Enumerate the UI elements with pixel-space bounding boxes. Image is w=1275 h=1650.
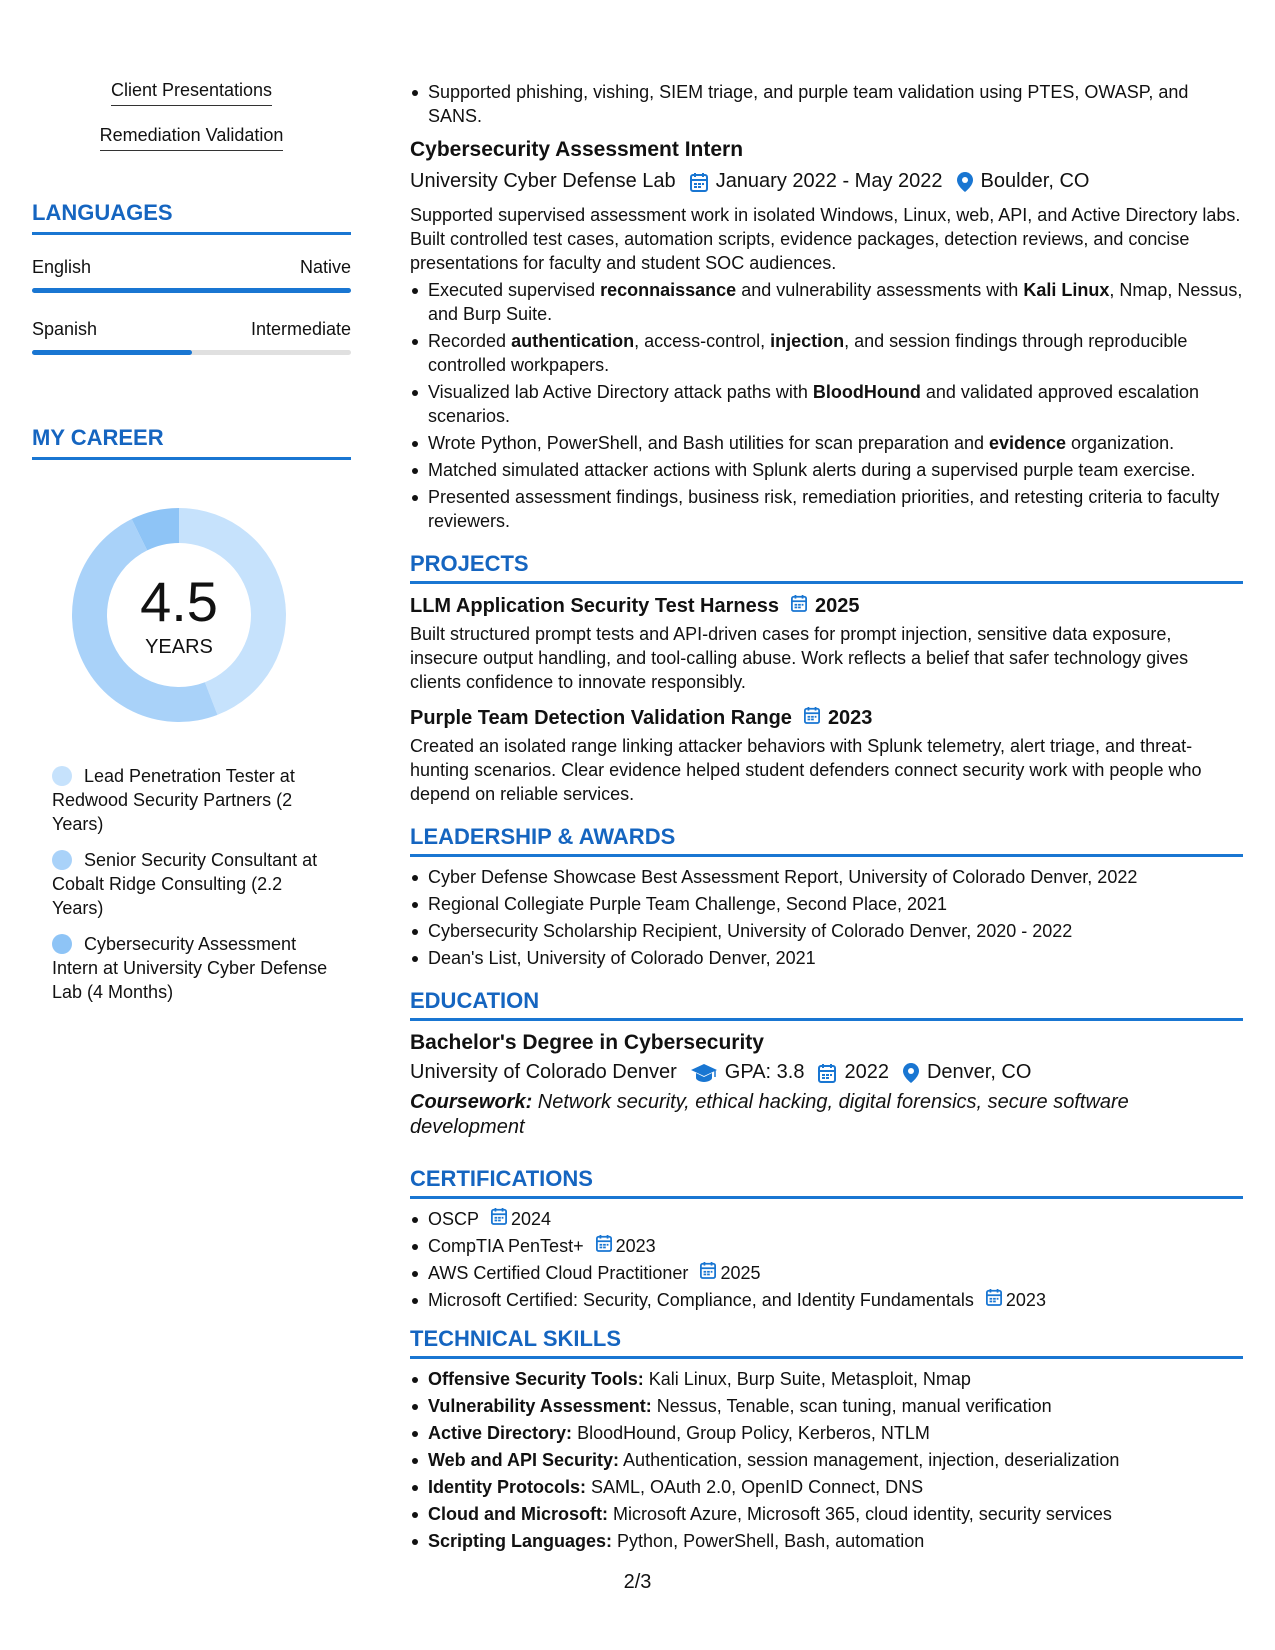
certification-item <box>410 1261 1243 1285</box>
cert-name: CompTIA PenTest+ <box>428 1236 584 1256</box>
calendar-icon <box>491 1207 507 1231</box>
coursework-label: Coursework: <box>410 1091 533 1113</box>
career-legend-item <box>52 932 332 1004</box>
calendar-icon <box>818 1063 836 1083</box>
language-item <box>32 257 351 293</box>
leadership-heading: LEADERSHIP & AWARDS <box>410 824 1243 857</box>
list-item: Supported phishing, vishing, SIEM triage, and purple team validation using PTES, OWASP, and SANS. <box>410 80 1243 128</box>
project-item <box>410 594 1243 694</box>
career-legend-item <box>52 848 332 920</box>
bullet-text: organization. <box>1066 433 1175 453</box>
career-legend-item <box>52 764 332 836</box>
tag-client-presentations: Client Presentations <box>111 80 272 106</box>
bullet-text: injection <box>770 331 845 351</box>
tag-list <box>32 80 351 170</box>
career-donut-chart <box>66 502 292 728</box>
skills-heading: TECHNICAL SKILLS <box>410 1326 1243 1359</box>
skill-item <box>410 1367 1243 1391</box>
calendar-icon <box>804 706 820 730</box>
job-meta <box>410 170 1243 193</box>
project-desc: Built structured prompt tests and API-driven cases for prompt injection, sensitive data exposure, insecure output handling, and tool-calling abuse. Work reflects a belief that safer technology gives clients confidence to innovate responsibly. <box>410 624 1189 692</box>
bullet-text: and vulnerability assessments with <box>736 280 1024 300</box>
language-row <box>32 257 351 278</box>
school-name: University of Colorado Denver <box>410 1061 677 1083</box>
bullet-text: BloodHound <box>812 382 921 402</box>
job-summary: Supported supervised assessment work in isolated Windows, Linux, web, API, and Active Directory labs. Built controlled test cases, automation scripts, evidence packages, detection reviews, and concise presentations for faculty and student SOC audiences. <box>410 205 1241 273</box>
legend-dot <box>52 766 72 786</box>
school-location: Denver, CO <box>926 1061 1032 1083</box>
location-pin-icon <box>957 172 973 192</box>
cert-year: 2023 <box>1005 1290 1046 1310</box>
job-title: Cybersecurity Assessment Intern <box>410 138 744 161</box>
list-item <box>410 278 1243 326</box>
list-item <box>410 485 1243 533</box>
education-entry <box>410 1031 1243 1140</box>
career-legend-label: Cybersecurity Assessment Intern at University Cyber Defense Lab (4 Months) <box>52 934 328 1002</box>
career-heading: MY CAREER <box>32 425 351 460</box>
languages-heading: LANGUAGES <box>32 200 351 235</box>
education-meta <box>410 1061 1243 1084</box>
bullet-text: authentication <box>511 331 635 351</box>
bullet-text: reconnaissance <box>600 280 737 300</box>
cert-name: Microsoft Certified: Security, Compliance, and Identity Fundamentals <box>428 1290 974 1310</box>
bullet-text: Visualized lab Active Directory attack paths with <box>428 382 813 402</box>
project-title-row <box>410 594 1243 618</box>
degree-title: Bachelor's Degree in Cybersecurity <box>410 1031 764 1054</box>
cert-name: AWS Certified Cloud Practitioner <box>428 1263 689 1283</box>
job-location: Boulder, CO <box>980 170 1090 192</box>
cert-year: 2023 <box>615 1236 656 1256</box>
list-item: Cybersecurity Scholarship Recipient, University of Colorado Denver, 2020 - 2022 <box>410 919 1243 943</box>
graduation-cap-icon <box>691 1064 717 1082</box>
skill-value: Python, PowerShell, Bash, automation <box>612 1531 925 1551</box>
skill-label: Web and API Security: <box>428 1450 620 1470</box>
donut-center <box>66 502 292 728</box>
education-heading: EDUCATION <box>410 988 1243 1021</box>
bullet-text: and validated approved escalation scenarios. <box>428 382 1200 426</box>
career-section <box>32 425 351 1004</box>
skill-item <box>410 1394 1243 1418</box>
skill-value: BloodHound, Group Policy, Kerberos, NTLM <box>572 1423 930 1443</box>
career-legend-label: Lead Penetration Tester at Redwood Security Partners (2 Years) <box>52 766 295 834</box>
language-row <box>32 319 351 340</box>
bullet-text: Matched simulated attacker actions with Splunk alerts during a supervised purple team exercise. <box>428 460 1196 480</box>
skill-item <box>410 1421 1243 1445</box>
bullet-text: , and session findings through reproducible controlled workpapers. <box>428 331 1188 375</box>
skill-label: Identity Protocols: <box>428 1477 587 1497</box>
career-total-label: YEARS <box>145 636 213 658</box>
skill-item <box>410 1475 1243 1499</box>
languages-section <box>32 200 351 355</box>
certification-list <box>410 1207 1243 1312</box>
language-bar-fill <box>32 350 192 355</box>
language-name: Spanish <box>32 319 98 339</box>
skill-label: Offensive Security Tools: <box>428 1369 644 1389</box>
projects-heading: PROJECTS <box>410 551 1243 584</box>
skill-value: Kali Linux, Burp Suite, Metasploit, Nmap <box>643 1369 971 1389</box>
bullet-text: , access-control, <box>634 331 771 351</box>
project-title: Purple Team Detection Validation Range <box>410 706 792 729</box>
list-item: Regional Collegiate Purple Team Challenge, Second Place, 2021 <box>410 892 1243 916</box>
skill-item <box>410 1448 1243 1472</box>
location-pin-icon <box>903 1063 919 1083</box>
skill-item <box>410 1529 1243 1553</box>
certification-item <box>410 1234 1243 1258</box>
list-item <box>410 458 1243 482</box>
certification-item <box>410 1288 1243 1312</box>
list-item <box>410 329 1243 377</box>
project-item <box>410 706 1243 806</box>
bullet-text: evidence <box>988 433 1067 453</box>
page-number: 2/3 <box>623 1571 652 1593</box>
legend-dot <box>52 934 72 954</box>
career-legend-label: Senior Security Consultant at Cobalt Ridge Consulting (2.2 Years) <box>52 850 318 918</box>
language-item <box>32 319 351 355</box>
career-legend <box>52 764 332 1004</box>
list-item <box>410 431 1243 455</box>
bullet-text: Executed supervised <box>428 280 601 300</box>
bullet-text: Presented assessment findings, business risk, remediation priorities, and retesting criteria to faculty reviewers. <box>428 487 1220 531</box>
language-level: Native <box>299 257 351 277</box>
list-item: Dean's List, University of Colorado Denver, 2021 <box>410 946 1243 970</box>
leadership-list <box>410 865 1243 970</box>
right-column <box>410 80 1243 1556</box>
certification-item <box>410 1207 1243 1231</box>
language-level: Intermediate <box>250 319 351 339</box>
skill-value: SAML, OAuth 2.0, OpenID Connect, DNS <box>586 1477 924 1497</box>
calendar-icon <box>986 1288 1002 1312</box>
gpa: GPA: 3.8 <box>724 1061 805 1083</box>
language-list <box>32 257 351 355</box>
tag-remediation-validation: Remediation Validation <box>100 125 284 151</box>
project-title: LLM Application Security Test Harness <box>410 594 779 617</box>
graduation-year: 2022 <box>844 1061 889 1083</box>
skill-label: Active Directory: <box>428 1423 573 1443</box>
certifications-heading: CERTIFICATIONS <box>410 1166 1243 1199</box>
project-year: 2025 <box>814 594 860 617</box>
calendar-icon <box>690 172 708 192</box>
skill-label: Vulnerability Assessment: <box>428 1396 652 1416</box>
language-name: English <box>32 257 92 277</box>
skill-value: Nessus, Tenable, scan tuning, manual verification <box>651 1396 1052 1416</box>
project-year: 2023 <box>827 706 873 729</box>
coursework-text: Network security, ethical hacking, digital forensics, secure software development <box>410 1091 1129 1138</box>
coursework <box>410 1090 1243 1140</box>
intro-bullet-list <box>410 80 1243 128</box>
calendar-icon <box>596 1234 612 1258</box>
skills-list <box>410 1367 1243 1553</box>
skill-value: Authentication, session management, injection, deserialization <box>619 1450 1120 1470</box>
calendar-icon <box>791 594 807 618</box>
language-bar <box>32 288 351 293</box>
project-desc: Created an isolated range linking attacker behaviors with Splunk telemetry, alert triage, and threat-hunting scenarios. Clear evidence helped student defenders connect security work with people who depend on reliable services. <box>410 736 1202 804</box>
cert-year: 2024 <box>511 1209 552 1229</box>
bullet-text: , Nmap, Nessus, and Burp Suite. <box>428 280 1243 324</box>
project-title-row <box>410 706 1243 730</box>
left-column <box>32 80 351 1016</box>
skill-item <box>410 1502 1243 1526</box>
language-bar <box>32 350 351 355</box>
calendar-icon <box>700 1261 716 1285</box>
list-item: Cyber Defense Showcase Best Assessment Report, University of Colorado Denver, 2022 <box>410 865 1243 889</box>
cert-name: OSCP <box>428 1209 480 1229</box>
legend-dot <box>52 850 72 870</box>
career-total-number: 4.5 <box>140 570 218 633</box>
job-entry <box>410 138 1243 533</box>
language-bar-fill <box>32 288 351 293</box>
cert-year: 2025 <box>720 1263 761 1283</box>
job-dates: January 2022 - May 2022 <box>715 170 943 192</box>
bullet-text: Wrote Python, PowerShell, and Bash utilities for scan preparation and <box>428 433 989 453</box>
skill-label: Scripting Languages: <box>428 1531 613 1551</box>
job-org: University Cyber Defense Lab <box>410 170 676 192</box>
bullet-text: Kali Linux <box>1023 280 1110 300</box>
bullet-text: Recorded <box>428 331 512 351</box>
project-list <box>410 594 1243 806</box>
skill-label: Cloud and Microsoft: <box>428 1504 608 1524</box>
job-bullet-list <box>410 278 1243 533</box>
list-item <box>410 380 1243 428</box>
skill-value: Microsoft Azure, Microsoft 365, cloud identity, security services <box>607 1504 1112 1524</box>
